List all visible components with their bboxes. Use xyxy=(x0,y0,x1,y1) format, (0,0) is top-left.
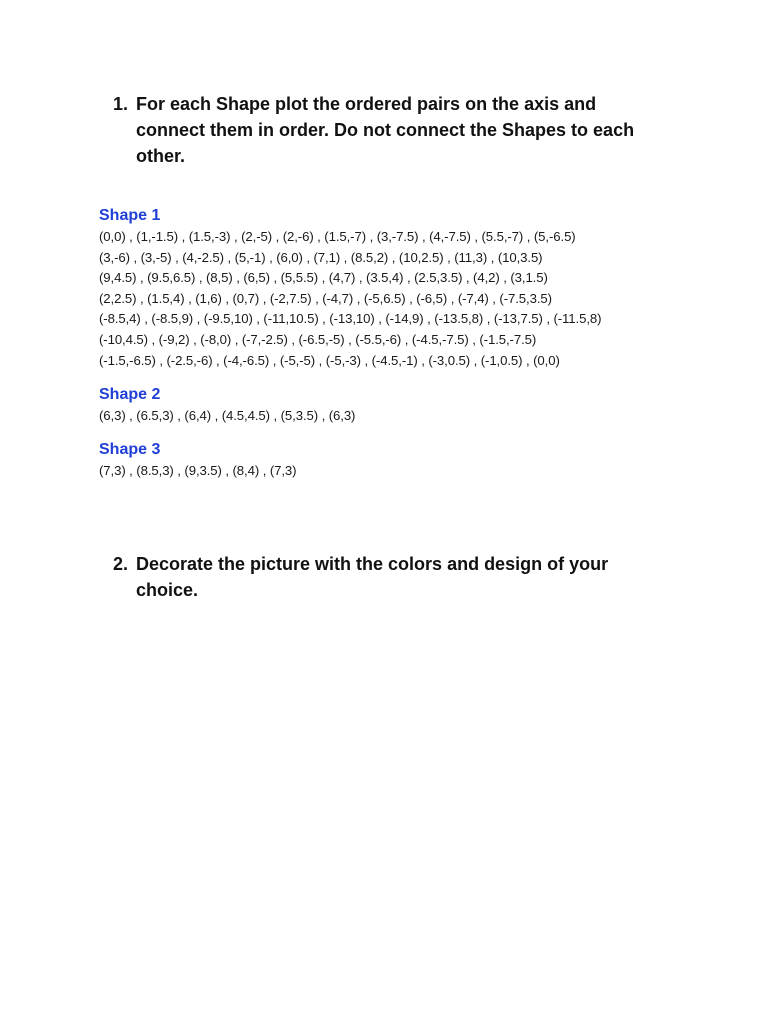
instruction-line: connect them in order. Do not connect the Shapes to each xyxy=(136,120,635,140)
shape-title: Shape 3 xyxy=(99,441,161,458)
instruction-number: 2. xyxy=(113,554,129,574)
shape-title: Shape 1 xyxy=(99,207,161,224)
coordinate-list xyxy=(99,227,699,371)
coordinate-line: (9,4.5) , (9.5,6.5) , (8,5) , (6,5) , (5,5.5) , (4,7) , (3.5,4) , (2.5,3.5) , (4,2) , (3,1.5) xyxy=(99,270,548,286)
instruction-text xyxy=(136,91,673,169)
shape-1-section xyxy=(99,206,699,371)
instruction-line: choice. xyxy=(136,580,199,600)
instruction-line: For each Shape plot the ordered pairs on the axis and xyxy=(136,94,597,114)
coordinate-line: (-10,4.5) , (-9,2) , (-8,0) , (-7,-2.5) , (-6.5,-5) , (-5.5,-6) , (-4.5,-7.5) , (-1.5,-7.5) xyxy=(99,331,537,347)
shape-2-section xyxy=(99,385,699,427)
coordinate-line: (0,0) , (1,-1.5) , (1.5,-3) , (2,-5) , (2,-6) , (1.5,-7) , (3,-7.5) , (4,-7.5) , (5.5,-7) , (5,-6.5) xyxy=(99,229,576,244)
instruction-number: 1. xyxy=(113,94,129,114)
instruction-1 xyxy=(113,91,673,169)
shape-title: Shape 2 xyxy=(99,386,161,403)
instruction-line: Decorate the picture with the colors and design of your xyxy=(136,554,609,574)
coordinate-line: (3,-6) , (3,-5) , (4,-2.5) , (5,-1) , (6,0) , (7,1) , (8.5,2) , (10,2.5) , (11,3) , (10,3.5) xyxy=(99,249,543,265)
instruction-line: other. xyxy=(136,146,186,166)
coordinate-list xyxy=(99,461,699,482)
shape-3-section xyxy=(99,440,699,482)
coordinate-line: (7,3) , (8.5,3) , (9,3.5) , (8,4) , (7,3) xyxy=(99,463,297,478)
coordinate-line: (-1.5,-6.5) , (-2.5,-6) , (-4,-6.5) , (-5,-5) , (-5,-3) , (-4.5,-1) , (-3,0.5) , (-1,0.5) , (0,0) xyxy=(99,352,560,368)
coordinate-line: (6,3) , (6.5,3) , (6,4) , (4.5,4.5) , (5,3.5) , (6,3) xyxy=(99,408,356,423)
coordinate-list xyxy=(99,406,699,427)
coordinate-line: (2,2.5) , (1.5,4) , (1,6) , (0,7) , (-2,7.5) , (-4,7) , (-5,6.5) , (-6,5) , (-7,4) , (-7.5,3.5) xyxy=(99,290,552,306)
instruction-text xyxy=(136,551,673,603)
coordinate-line: (-8.5,4) , (-8.5,9) , (-9.5,10) , (-11,10.5) , (-13,10) , (-14,9) , (-13.5,8) , (-13,7.5) , (-11.5,8) xyxy=(99,311,602,327)
instruction-2 xyxy=(113,551,673,603)
